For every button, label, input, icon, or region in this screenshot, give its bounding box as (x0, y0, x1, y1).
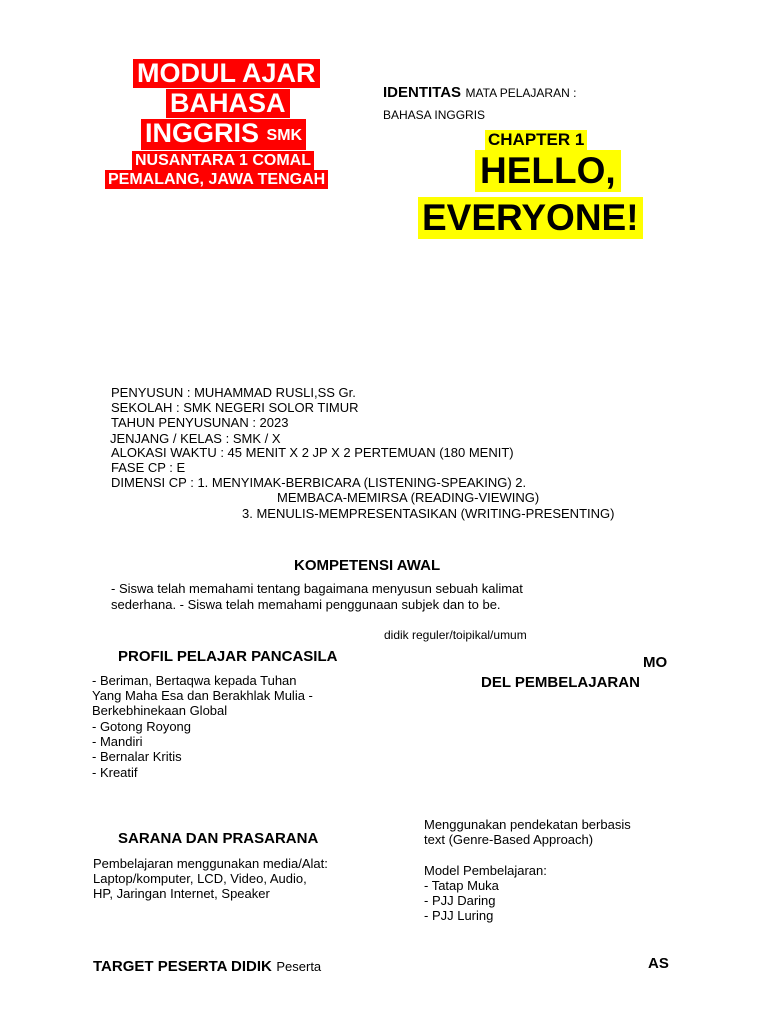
detail-jenjang: JENJANG / KELAS : SMK / X (110, 431, 281, 446)
model-item: - PJJ Daring (424, 893, 496, 908)
detail-sekolah: SEKOLAH : SMK NEGERI SOLOR TIMUR (111, 400, 359, 415)
profil-item: - Gotong Royong (92, 719, 192, 734)
chapter-title-line-2: EVERYONE! (418, 197, 643, 239)
chapter-label: CHAPTER 1 (485, 130, 587, 150)
model-label: Model Pembelajaran: (424, 863, 547, 878)
model-heading-part-1: MO (643, 654, 668, 671)
model-approach-line-2: text (Genre-Based Approach) (424, 832, 594, 847)
model-heading-part-2: DEL PEMBELAJARAN (481, 674, 640, 691)
model-item: - PJJ Luring (424, 908, 494, 923)
identitas-line (383, 84, 576, 102)
profil-item: - Bernalar Kritis (92, 749, 182, 764)
profil-item: Yang Maha Esa dan Berakhlak Mulia - (92, 688, 313, 703)
identitas-text-2: BAHASA INGGRIS (383, 108, 486, 122)
kompetensi-awal-heading: KOMPETENSI AWAL (294, 557, 441, 574)
school-name-line-2: PEMALANG, JAWA TENGAH (105, 170, 328, 189)
detail-tahun: TAHUN PENYUSUNAN : 2023 (111, 415, 289, 430)
module-title-line-1: MODUL AJAR (133, 59, 320, 88)
detail-penyusun: PENYUSUN : MUHAMMAD RUSLI,SS Gr. (111, 385, 356, 400)
detail-alokasi: ALOKASI WAKTU : 45 MENIT X 2 JP X 2 PERTEMUAN (180 MENIT) (111, 445, 514, 460)
model-approach-line-1: Menggunakan pendekatan berbasis (424, 817, 631, 832)
sarana-line-1: Pembelajaran menggunakan media/Alat: (93, 856, 328, 871)
peserta-didik-fragment: didik reguler/toipikal/umum (384, 628, 527, 642)
chapter-title-line-1: HELLO, (475, 150, 621, 192)
sarana-line-2: Laptop/komputer, LCD, Video, Audio, (93, 871, 307, 886)
kompetensi-awal-line-1: - Siswa telah memahami tentang bagaimana menyusun sebuah kalimat (111, 581, 523, 596)
sarana-heading: SARANA DAN PRASARANA (118, 830, 319, 847)
profil-item: Berkebhinekaan Global (92, 703, 228, 718)
module-title-line-3 (141, 119, 306, 150)
module-title-subject: INGGRIS (145, 118, 260, 148)
target-heading: TARGET PESERTA DIDIK (93, 958, 272, 975)
as-fragment: AS (648, 955, 669, 972)
sarana-line-3: HP, Jaringan Internet, Speaker (93, 886, 270, 901)
kompetensi-awal-line-2: sederhana. - Siswa telah memahami penggunaan subjek dan to be. (111, 597, 501, 612)
profil-item: - Kreatif (92, 765, 138, 780)
module-title-line-2: BAHASA (166, 89, 290, 118)
module-title-smk: SMK (266, 127, 303, 144)
profil-pancasila-heading: PROFIL PELAJAR PANCASILA (118, 648, 338, 665)
profil-item: - Beriman, Bertaqwa kepada Tuhan (92, 673, 297, 688)
detail-fase: FASE CP : E (111, 460, 186, 475)
detail-dimensi: DIMENSI CP : 1. MENYIMAK-BERBICARA (LISTENING-SPEAKING) 2. (111, 475, 527, 490)
model-item: - Tatap Muka (424, 878, 499, 893)
school-name-line-1: NUSANTARA 1 COMAL (132, 151, 314, 170)
detail-dimensi-2: MEMBACA-MEMIRSA (READING-VIEWING) (277, 490, 540, 505)
identitas-label: IDENTITAS (383, 84, 462, 101)
target-line (93, 958, 321, 976)
identitas-text-1: MATA PELAJARAN : (465, 86, 577, 100)
detail-dimensi-3: 3. MENULIS-MEMPRESENTASIKAN (WRITING-PRESENTING) (242, 506, 615, 521)
target-trailing: Peserta (276, 959, 322, 974)
profil-item: - Mandiri (92, 734, 143, 749)
